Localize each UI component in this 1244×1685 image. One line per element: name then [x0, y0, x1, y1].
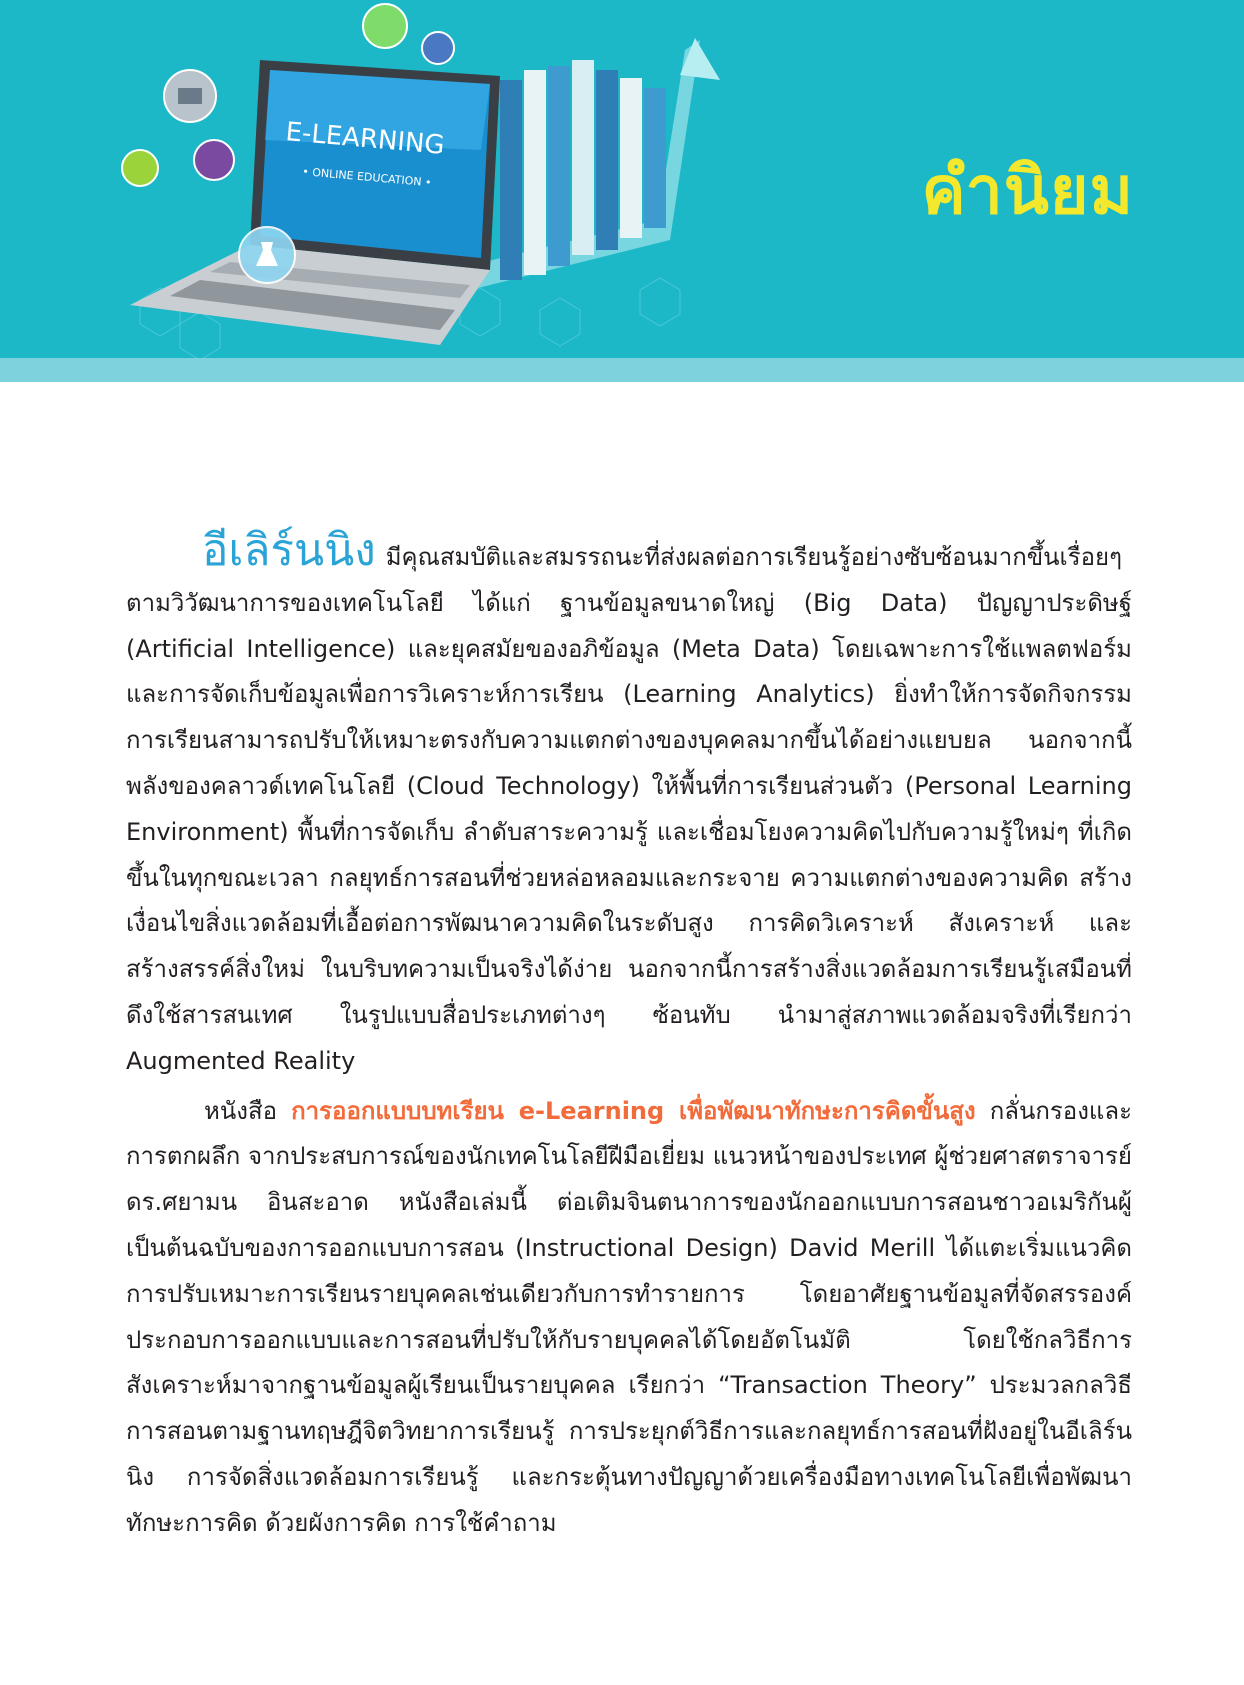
banner-stripe: [0, 358, 1244, 382]
page-title: คำนิยม: [921, 152, 1134, 229]
laptop-screen-text: E-LEARNING: [284, 117, 446, 161]
paragraph-1-text: มีคุณสมบัติและสมรรถนะที่ส่งผลต่อการเรียนรู้อย่างซับซ้อนมากขึ้นเรื่อยๆ ตามวิวัฒนาการของเทคโนโลยี ได้แก่ ฐานข้อมูลขนาดใหญ่ (Big Data) ปัญญาประดิษฐ์ (Artificial Intelligence) และยุคสมัยของอภิข้อมูล (Meta Data) โดยเฉพาะการใช้แพลตฟอร์มและการจัดเก็บข้อมูลเพื่อการวิเคราะห์การเรียน (Learning Analytics) ยิ่งทำให้การจัดกิจกรรมการเรียนสามารถปรับให้เหมาะตรงกับความแตกต่างของบุคคลมากขึ้นได้อย่างแยบยล นอกจากนี้พลังของคลาวด์เทคโนโลยี (Cloud Technology) ให้พื้นที่การเรียนส่วนตัว (Personal Learning Environment) พื้นที่การจัดเก็บ ลำดับสาระความรู้ และเชื่อมโยงความคิดไปกับความรู้ใหม่ๆ ที่เกิดขึ้นในทุกขณะเวลา กลยุทธ์การสอนที่ช่วยหล่อหลอมและกระจาย ความแตกต่างของความคิด สร้างเงื่อนไขสิ่งแวดล้อมที่เอื้อต่อการพัฒนาความคิดในระดับสูง การคิดวิเคราะห์ สังเคราะห์ และสร้างสรรค์สิ่งใหม่ ในบริบทความเป็นจริงได้ง่าย นอกจากนี้การสร้างสิ่งแวดล้อมการเรียนรู้เสมือนที่ดึงใช้สารสนเทศ ในรูปแบบสื่อประเภทต่างๆ ซ้อนทับ นำมาสู่สภาพแวดล้อมจริงที่เรียกว่า Augmented Reality: [126, 543, 1132, 1075]
paragraph-1: [126, 525, 1132, 1085]
paragraph-2: [126, 1089, 1132, 1547]
laptop-screen-subtext: • ONLINE EDUCATION •: [301, 165, 432, 190]
header-banner: [0, 0, 1244, 358]
building-icon: [422, 32, 454, 64]
ideas-icon: [363, 4, 407, 48]
body-content: [126, 525, 1132, 1547]
elearning-laptop-illustration: [110, 0, 750, 358]
lead-term: อีเลิร์นนิง: [202, 525, 376, 576]
paragraph-2-prefix: หนังสือ: [204, 1096, 278, 1125]
book-title: การออกแบบบทเรียน e-Learning เพื่อพัฒนาทักษะการคิดขั้นสูง: [291, 1096, 976, 1125]
paragraph-2-text: กลั่นกรองและการตกผลึก จากประสบการณ์ของนักเทคโนโลยีฝีมือเยี่ยม แนวหน้าของประเทศ ผู้ช่วยศาสตราจารย์ ดร.ศยามน อินสะอาด หนังสือเล่มนี้ ต่อเติมจินตนาการของนักออกแบบการสอนชาวอเมริกันผู้เป็นต้นฉบับของการออกแบบการสอน (Instructional Design) David Merill ได้แตะเริ่มแนวคิดการปรับเหมาะการเรียนรายบุคคลเช่นเดียวกับการทำรายการ โดยอาศัยฐานข้อมูลที่จัดสรรองค์ประกอบการออกแบบและการสอนที่ปรับให้กับรายบุคคลได้โดยอัตโนมัติ โดยใช้กลวิธีการสังเคราะห์มาจากฐานข้อมูลผู้เรียนเป็นรายบุคคล เรียกว่า “Transaction Theory” ประมวลกลวิธีการสอนตามฐานทฤษฎีจิตวิทยาการเรียนรู้ การประยุกต์วิธีการและกลยุทธ์การสอนที่ฝังอยู่ในอีเลิร์นนิง การจัดสิ่งแวดล้อมการเรียนรู้ และกระตุ้นทางปัญญาด้วยเครื่องมือทางเทคโนโลยีเพื่อพัฒนาทักษะการคิด ด้วยผังการคิด การใช้คำถาม: [126, 1096, 1132, 1537]
graduation-cap-icon: [122, 150, 158, 186]
globe-icon: [194, 140, 234, 180]
